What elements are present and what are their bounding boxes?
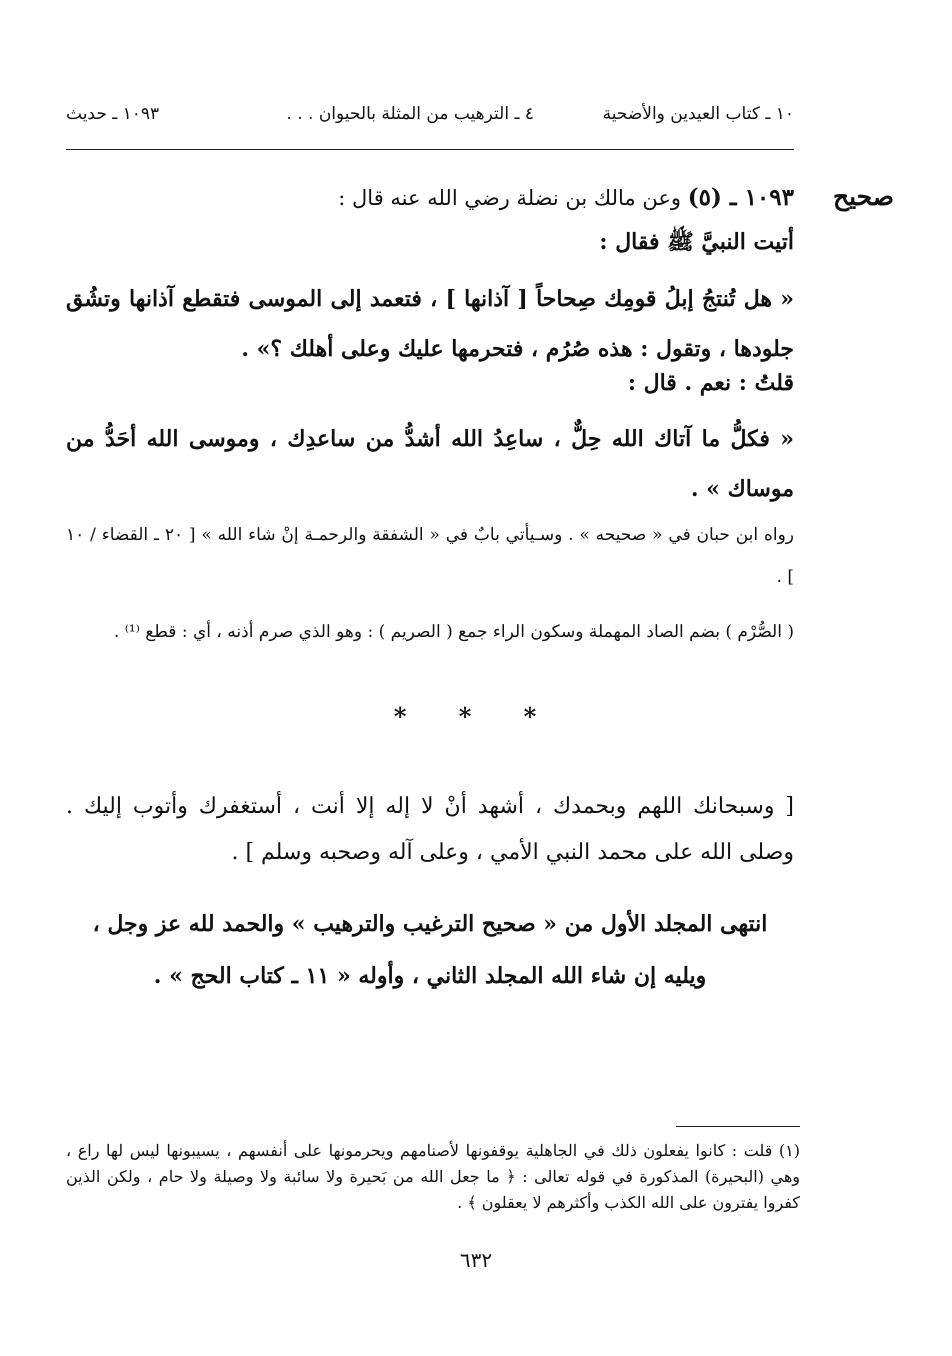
closing-line-1: انتهى المجلد الأول من « صحيح الترغيب والترهيب » والحمد لله عز وجل ، [92, 911, 768, 937]
hadith-grade: صحيح [832, 182, 894, 211]
page-number: ٦٣٢ [459, 1248, 493, 1272]
header-chapter: ١٠ ـ كتاب العيدين والأضحية [602, 104, 794, 124]
footnote-divider [676, 1126, 800, 1127]
hadith-gloss: ( الصُّرْم ) بضم الصاد المهملة وسكون الراء جمع ( الصريم ) : وهو الذي صرم أذنه ، أي : قطع ⁽¹⁾ . [113, 622, 794, 642]
hadith-quote-2: « فكلُّ ما آتاك الله حِلٌّ ، ساعِدُ الله أشدُّ من ساعدِك ، وموسى الله أحَدُّ من موساك » . [66, 426, 794, 502]
closing-line-2: ويليه إن شاء الله المجلد الثاني ، وأوله « ١١ ـ كتاب الحج » . [153, 963, 707, 989]
volume-closing [66, 898, 794, 1002]
hadith-source: رواه ابن حبان في « صحيحه » . وسـيأتي بابٌ في « الشفقة والرحمـة إنْ شاء الله » [ ٢٠ ـ القضاء / ١٠ ] . [66, 525, 794, 587]
header-hadith-ref: ١٠٩٣ ـ حديث [66, 104, 160, 124]
closing-dua: [ وسبحانك اللهم وبحمدك ، أشهد أنْ لا إله إلا أنت ، أستغفرك وأتوب إليك . وصلى الله على محمد النبي الأمي ، وعلى آله وصحبه وسلم ] . [66, 794, 794, 865]
hadith-reply: قلتُ : نعم . قال : [627, 370, 794, 396]
header-divider [66, 149, 794, 150]
hadith-narrator: وعن مالك بن نضلة رضي الله عنه قال : [338, 186, 681, 210]
running-header [66, 100, 794, 134]
header-section: ٤ ـ الترهيب من المثلة بالحيوان . . . [286, 104, 534, 124]
hadith-quote-1: « هل تُنتجُ إبلُ قومِك صِحاحاً [ آذانها ] ، فتعمد إلى الموسى فتقطع آذانها وتشُق جلودها ، وتقول : هذه صُرُم ، فتحرمها عليك وعلى أهلك ؟» . [66, 286, 794, 362]
footnote: (١) قلت : كانوا يفعلون ذلك في الجاهلية يوقفونها لأصنامهم ويحرمونها على أنفسهم ، يسيبونها ليس لها راع ، وهي (البحيرة) المذكورة في قوله تعالى : ﴿ ما جعل الله من بَحيرة ولا سائبة ولا وصيلة ولا حام ، ولكن الذين كفروا يفترون على الله الكذب وأكثرهم لا يعقلون ﴾ . [66, 1141, 801, 1212]
hadith-opening [0, 180, 952, 220]
hadith-number: ١٠٩٣ ـ (٥) [687, 184, 794, 211]
hadith-line2: أتيت النبيَّ ﷺ فقال : [599, 229, 794, 255]
section-separator: * * * [393, 702, 559, 731]
